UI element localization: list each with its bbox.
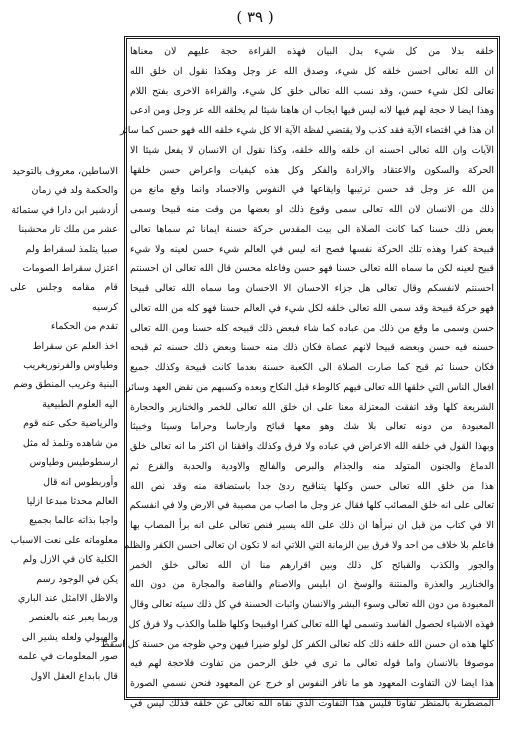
main-text-line: احسنتم لانفسكم وقال تعالى هل جزاء الاحسان الا الاحسان وما سماه الله تعالى قبيحا <box>130 283 494 294</box>
main-text-line: افعال الناس التي خلقها الله تعالى فيهم كالوطء قبل النكاح وبعده وكسبهم من نقض العهد وسائر <box>126 381 494 393</box>
main-text-line: فهو حركة قبيحة وقد سمى الله تعالى خلقه لكل شيء في العالم حسنا فهو كله من الله تعالى <box>130 302 494 314</box>
main-text-line: بعض ذلك حسنا كما كانت الصلاة الى بيت المقدس حركة حسنة ايمانا ثم سماها تعالى <box>130 223 494 235</box>
side-note-line: عشر من ملك تار محشبنا <box>18 224 118 236</box>
side-note-line: صبيا يتلمذ لسقراط ولم <box>25 243 118 255</box>
side-note-line: والرياضية حكى عنه قوم <box>23 418 118 430</box>
main-text-line: قبيح لعينه لكن ما سماه الله تعالى حسنا فهو حسن وفاعله محسن قال الله تعالى ان احسنتم <box>130 263 494 275</box>
main-text-line: قبيحة كفرا وهذه تلك الحركة نفسها فصح انه ليس في العالم شيء حسن لعينه ولا شيء <box>130 243 494 255</box>
page-number: ( ٣٩ ) <box>236 8 274 26</box>
main-text-line: ان الله تعالى احسن خلقه كل شيء، وصدق الله عز وجل وهكذا نقول ان خلق الله <box>130 65 494 77</box>
side-note-line: وربما يعبر عنه بالعنصر <box>29 612 118 624</box>
side-note-line: قال بابداع العقل الاول <box>30 670 118 682</box>
main-text-line: حسنه فيه حسن وبعضه قبيحا لانهم عصاة فكان ذلك منه حسنا وبعض ذلك حسنه ثم قبحه <box>130 342 494 354</box>
side-note-line: صور المعلومات في علمه <box>17 651 118 663</box>
main-text-line: فكان حسنا ثم قبح كما صارت الصلاة الى الكعبة حسنة بعدما كانت قبيحة وكذلك جميع <box>130 362 494 373</box>
side-note-line: اليه العلوم الطبيعية <box>42 398 118 410</box>
side-note-line: أزدشير ابن دارا في ستمائة <box>11 204 118 216</box>
main-text-line: الآيات وان الله تعالى احسنه ان خلقه والله خلقه، وكذا نقول ان الانسان لا يفعل شيئا الا <box>130 144 494 156</box>
side-note-line: اعتزل سقراط الصومات <box>22 263 118 275</box>
main-text-line: وبهذا القول في خلقه الله الاعراض في عباده ولا فرق وكذلك وافقنا ان اكثر ما انه تعالى خلق <box>130 441 494 452</box>
main-text-line: المضطربة بالمنظر تفاوتا فليس هذا التفاوت الذي نفاه الله تعالى عن خلقه فذلك ليس في <box>130 697 494 709</box>
side-note-line: الاساطين، معروف بالتوحيد <box>12 166 118 177</box>
side-note-line: يكن في الوجود رسم <box>36 573 118 585</box>
main-text-line: من الله عز وجل قد حسن ترتيبها وايقاعها في النفوس والاجساد وانما وقع مانع من <box>130 184 494 196</box>
main-text-line: ان هذا في اقتضاء الآية فقد كذب ولا يقتضي لفظة الآية الا كل شيء خلقه الله فهو حسن كما سائر <box>119 125 494 136</box>
main-text-line: الا في كتاب من قبل ان نبرأها ان ذلك على الله يسير فنص تعالى على انه برأ المصاب بها <box>130 520 494 531</box>
main-text-line: حسن وسمى ما وقع من ذلك من عباده كما شاء فبعض ذلك قبيحه كله حسنا ومن الله تعالى <box>130 322 494 334</box>
main-text-line: المعبودة من دونه تعالى بلا شك وهو معها قبائح وارجاسا وحراما وسيئا وخبيثا <box>130 421 494 433</box>
main-text-line: والخنازير والعذرة والمنتنة والوسخ ان ابليس والاصنام والقاصة والمجارة من دون الله <box>130 579 494 591</box>
main-text-line: فهذه الاشياء لحصول الفاسد وتسمى لها الله تعالى كفرا اوقبيحا وكلها ظلما والكذب ولا فرق كل <box>128 618 494 630</box>
main-text-line: والجور والكذب والقبائح كل ذلك وبين اقرارهم منا ان الله تعالى خلق الخمر <box>130 559 494 571</box>
side-note-line: وأوربطوس انه قال <box>43 476 118 488</box>
main-text-line: وهذا ايضا لا حجة لهم فيها لانه ليس فيها ايجاب ان هاهنا شيئا لم يخلقه الله عز وجل ومن ادعى <box>130 105 494 117</box>
side-note-line: الكلية كان في الازل ولم <box>22 554 118 566</box>
side-note-line: العالم محدثا مبدعا ازليا <box>26 495 118 507</box>
side-note-line: تقدم من الحكماء <box>50 321 118 333</box>
main-text-line: موصوفا بالانسان واما قوله تعالى ما ترى في خلق الرحمن من تفاوت فلاحجة لهم فيه <box>130 658 494 670</box>
side-note-line: قام مقامه وجلس على كرسيه <box>10 282 118 313</box>
side-note-line: معلوماته على نعت الاسباب <box>10 534 118 546</box>
main-text-block <box>100 42 494 709</box>
main-text-line: خلقه بدلا من كل شيء بدل البيان فهذه القراءة حجة عليهم لان معناها <box>130 46 494 57</box>
main-text-line: هذا ايضا لان التفاوت المعهود هو ما نافر النفوس او خرج عن المعهود فنحن نسمي الصورة <box>130 678 494 689</box>
main-text-line: تعالى لكل شيء حسن، وقد نسب الله تعالى خلق كل شيء، والقراءة الاخرى بفتح اللام <box>130 85 494 97</box>
side-note-line: البنية وغريب المنطق وضم <box>13 379 118 391</box>
main-text-line: المعبودة من دون الله تعالى وسوء البشر والانسان واثبات الحسنة في كل ذلك سيئه تعالى وقال <box>129 599 494 610</box>
main-text-line: كلها هذه ان حسن الله خلقه ذلك كله تعالى الكفر كل لولو ضيرا فيهن وحي ظوجه من حسنة كل اسقط <box>100 638 494 650</box>
main-text-line: الحركة والسكون والاعتقاد والارادة والفكر وكل هذه كيفيات واعراض حسن خلقها <box>130 164 494 176</box>
side-note-line: اخذ العلم عن سقراط <box>32 340 118 352</box>
main-text-line: الشريعة كلها وقد اتفقت المعتزلة معنا على ان خلق الله تعالى للخمر والخنازير والحجارة <box>130 401 494 413</box>
side-note-line: من شاهده وتلمذ له مثل <box>22 437 118 449</box>
side-note <box>10 162 118 686</box>
main-text-line: الدماغ والجنون المتولد منه والجذام والبرص والفالج والاودية والحدبة والقرع ثم <box>130 460 494 472</box>
side-note-line: والهيولي ولعله يشير الى <box>21 631 118 643</box>
side-note-line: واجبا بذاته عالما بجميع <box>29 515 118 527</box>
side-note-line: والحكمة ولد في زمان <box>31 185 118 197</box>
main-text-line: هذا من خلق الله تعالى حسن وكلها يتناقيح ردئ جدا باستضافة منه وقد نص الله <box>130 480 494 492</box>
side-note-line: والاظل الاامثل عند الباري <box>17 592 118 604</box>
main-text-line: ذلك من الانسان لان الله تعالى سمى وقوع ذلك او بعضها من وقت منه قبيحا وسمى <box>130 204 494 215</box>
side-note-line: وطياوس والفرنوريغريب <box>23 360 118 372</box>
side-note-line: ارسطوطيس وطياوس <box>29 457 118 469</box>
main-text-line: تعالى على انه خلق المصائب كلها فقال عز وجل ما اصاب من مصيبة في الارض ولا في انفسكم <box>129 500 494 512</box>
main-text-line: فاعلم بلا خلاف من احد ولا فرق بين الزمانة التي اللاتي انه لا تكون ان تعالى احسن الكفر والظلم <box>123 539 494 551</box>
